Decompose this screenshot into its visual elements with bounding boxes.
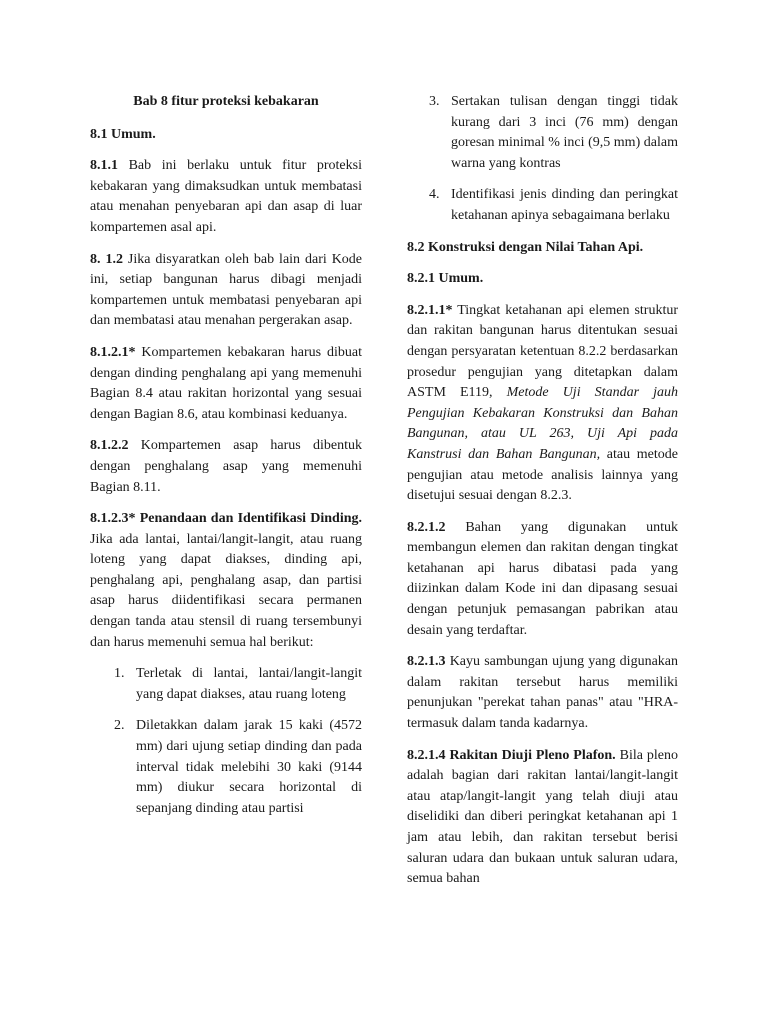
section-heading-8-1: 8.1 Umum.	[90, 126, 156, 142]
clause-text: atau metode pengujian atau metode analisis lainnya yang disetujui sesuai dengan 8.2.3.	[407, 446, 678, 504]
paragraph-8-1-2-3	[90, 509, 362, 653]
list-item-number: 3.	[429, 94, 440, 109]
list-item	[114, 716, 362, 819]
clause-text: Kompartemen asap harus dibentuk dengan penghalang asap yang memenuhi Bagian 8.11.	[90, 438, 362, 495]
clause-text: Bila pleno adalah bagian dari rakitan lantai/langit-langit atau atap/langit-langit yang telah diuji atau diselidiki dan diberi peringkat ketahanan api 1 jam atau lebih, dan rakitan tersebut berisi saluran udara dan bukaan untuk saluran udara, semua bahan	[407, 747, 679, 887]
clause-text: Kompartemen kebakaran harus dibuat dengan dinding penghalang api yang memenuhi Bagian 8.4 atau rakitan horizontal yang sesuai dengan Bagian 8.6, atau kombinasi keduanya.	[90, 344, 362, 422]
clause-number: 8.1.2.3*	[90, 511, 136, 527]
clause-text: Bahan yang digunakan untuk membangun elemen dan rakitan dengan tingkat ketahanan api harus dibatasi pada yang diizinkan dalam Kode ini dan dipasang sesuai dengan petunjuk pemasangan pabrikan atau desain yang terdaftar.	[407, 519, 678, 638]
requirements-list-part-2	[407, 92, 678, 227]
paragraph-8-1-2-2	[90, 436, 362, 498]
list-item	[429, 185, 678, 226]
paragraph-8-2-1-3	[407, 652, 678, 734]
clause-number: 8.1.1	[90, 158, 118, 174]
requirements-list-part-1	[90, 664, 362, 819]
list-item-text: Sertakan tulisan dengan tinggi tidak kurang dari 3 inci (76 mm) dengan goresan minimal % inci (9,5 mm) dalam warna yang kontras	[451, 94, 678, 171]
list-item-text: Diletakkan dalam jarak 15 kaki (4572 mm) dari ujung setiap dinding dan pada interval tidak melebihi 30 kaki (9144 mm) diukur secara horizontal di sepanjang dinding atau partisi	[136, 718, 362, 816]
paragraph-8-1-1	[90, 156, 362, 238]
clause-text: Jika disyaratkan oleh bab lain dari Kode ini, setiap bangunan harus dibagi menjadi kompartemen untuk membatasi penyebaran api dan membatasi atau menahan pergerakan asap.	[90, 251, 363, 329]
clause-number: 8.2.1.4	[407, 747, 446, 763]
paragraph-8-1-2	[90, 250, 362, 332]
clause-number: 8. 1.2	[90, 251, 123, 267]
clause-text: Tingkat ketahanan api elemen struktur dan rakitan bangunan harus ditentukan sesuai dengan persyaratan ketentuan 8.2.2 berdasarkan prosedur pengujian yang ditetapkan dalam ASTM E119,	[407, 302, 678, 401]
clause-text: Kayu sambungan ujung yang digunakan dalam rakitan tersebut harus memiliki penunjukan "perekat tahan panas" atau "HRA- termasuk dalam tanda kadarnya.	[407, 654, 678, 732]
list-item-number: 2.	[114, 718, 125, 734]
list-item-text: Identifikasi jenis dinding dan peringkat ketahanan apinya sebagaimana berlaku	[451, 187, 678, 223]
clause-text: Bab ini berlaku untuk fitur proteksi kebakaran yang dimaksudkan untuk membatasi atau menahan penyebaran api dan asap di luar kompartemen asal api.	[90, 158, 362, 235]
clause-number: 8.1.2.2	[90, 438, 129, 454]
clause-text: Jika ada lantai, lantai/langit-langit, atau ruang loteng yang dapat diakses, dinding api, penghalang api, penghalang asap, dan partisi asap harus diidentifikasi secara permanen dengan tanda atau stensil di ruang tersembunyi dan harus memenuhi semua hal berikut:	[90, 531, 362, 650]
list-item	[114, 664, 362, 705]
clause-number: 8.1.2.1*	[90, 344, 136, 360]
left-column	[90, 92, 362, 830]
clause-heading: Rakitan Diuji Pleno Plafon.	[445, 747, 616, 763]
section-heading-8-2-1: 8.2.1 Umum.	[407, 271, 484, 287]
paragraph-8-2-1-4	[407, 746, 678, 890]
list-item-text: Terletak di lantai, lantai/langit-langit yang dapat diakses, atau ruang loteng	[136, 666, 362, 702]
right-column	[407, 92, 678, 901]
clause-number: 8.2.1.2	[407, 519, 446, 535]
list-item	[429, 92, 678, 174]
list-item-number: 1.	[114, 666, 125, 682]
clause-heading: Penandaan dan Identifikasi Dinding.	[135, 511, 362, 527]
clause-number: 8.2.1.1*	[407, 302, 453, 318]
clause-italic-text: Metode Uji Standar jauh Pengujian Kebakaran Konstruksi dan Bahan Bangunan, atau UL 263, Uji Api pada Kanstrusi dan Bahan Bangunan,	[407, 385, 678, 462]
paragraph-8-2-1-1	[407, 301, 678, 507]
clause-number: 8.2.1.3	[407, 654, 446, 670]
section-heading-8-2: 8.2 Konstruksi dengan Nilai Tahan Api.	[407, 239, 644, 255]
paragraph-8-2-1-2	[407, 518, 678, 642]
list-item-number: 4.	[429, 187, 440, 203]
paragraph-8-1-2-1	[90, 343, 362, 425]
chapter-title: Bab 8 fitur proteksi kebakaran	[133, 94, 319, 109]
